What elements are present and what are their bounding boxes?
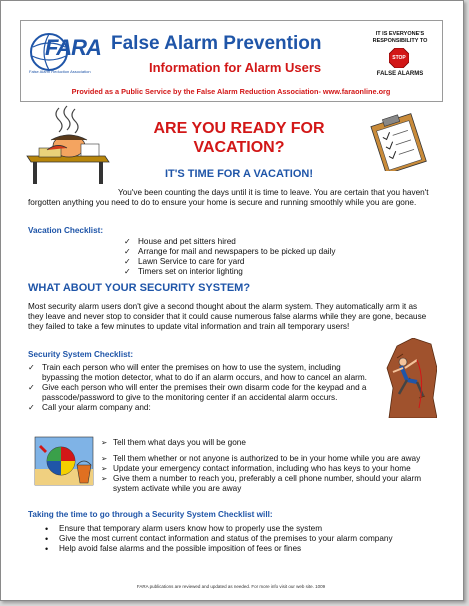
headline-line1: ARE YOU READY FOR <box>153 120 325 137</box>
beach-toys-clipart <box>33 435 95 487</box>
page-subtitle: Information for Alarm Users <box>149 60 322 75</box>
logo-subtext: False Alarm Reduction Association <box>29 69 91 74</box>
footer-note: FARA publications are reviewed and updated as needed. For more info visit our web site. 1009 <box>136 584 326 589</box>
list-item: • Ensure that temporary alarm users know how to properly use the system <box>41 524 441 534</box>
list-item: ✓ Give each person who will enter the premises their own disarm code for the keypad and a passcode/password to give to the monitoring center if an accidental alarm occurs. <box>28 383 373 403</box>
security-paragraph: Most security alarm users don't give a second thought about the alarm system. They automatically arm it as they leave and never stop to consider that it could cause numerous false alarms while they are gone, because they failed to take a few minutes to update vital information and train all temporary users! <box>28 302 427 331</box>
list-item: ➢ Tell them what days you will be gone <box>101 438 437 448</box>
list-item: ✓ Lawn Service to care for yard <box>124 257 424 267</box>
stop-sign-icon <box>389 48 409 68</box>
clipboard-icon <box>363 113 433 171</box>
tired-person-clipart <box>21 104 111 186</box>
taking-time-heading: Taking the time to go through a Security System Checklist will: <box>28 510 273 519</box>
security-checklist-heading: Security System Checklist: <box>28 350 134 359</box>
list-item: ✓ Call your alarm company and: <box>28 403 373 413</box>
list-item: ➢ Tell them whether or not anyone is authorized to be in your home while you are away <box>101 454 437 464</box>
fara-logo <box>27 29 107 77</box>
headline-line2: VACATION? <box>193 139 285 156</box>
vacation-checklist <box>124 237 424 277</box>
page-title: False Alarm Prevention <box>111 33 322 54</box>
list-item: ✓ Arrange for mail and newspapers to be picked up daily <box>124 247 424 257</box>
list-item: • Help avoid false alarms and the possible imposition of fees or fines <box>41 544 441 554</box>
list-item: ✓ Train each person who will enter the premises on how to use the system, including bypassing the motion detector, what to do if an alarm occurs, and how to cancel an alarm. <box>28 363 373 383</box>
list-item: • Give the most current contact information and status of the premises to your alarm company <box>41 534 441 544</box>
provided-by-line: Provided as a Public Service by the False Alarm Reduction Association- www.faraonline.org <box>71 87 391 96</box>
intro-text: You've been counting the days until it is time to leave. You are certain that you haven't forgotten anything you need to do to ensure your home is secure and running smoothly while you are gone. <box>28 188 429 207</box>
clipboard-clipart <box>363 113 433 171</box>
tired-person-icon <box>21 104 111 186</box>
intro-paragraph <box>28 188 438 208</box>
list-item: ➢ Give them a number to reach you, preferably a cell phone number, should your alarm system activate while you are away <box>101 474 437 494</box>
list-item: ✓ Timers set on interior lighting <box>124 267 424 277</box>
taking-time-list <box>41 524 441 554</box>
list-item: ✓ House and pet sitters hired <box>124 237 424 247</box>
vacation-time-heading: IT'S TIME FOR A VACATION! <box>164 168 314 180</box>
security-heading: WHAT ABOUT YOUR SECURITY SYSTEM? <box>28 282 251 294</box>
false-alarms-text: FALSE ALARMS <box>376 71 424 77</box>
security-checklist <box>28 363 373 413</box>
responsibility-text: IT IS EVERYONE'S RESPONSIBILITY TO <box>372 31 428 44</box>
vacation-checklist-heading: Vacation Checklist: <box>28 226 104 235</box>
beach-ball-icon <box>33 435 95 487</box>
logo-text: FARA <box>45 35 101 60</box>
stop-sign-label: STOP <box>392 55 406 61</box>
alarm-company-subitems <box>101 438 437 494</box>
list-item: ➢ Update your emergency contact information, including who has keys to your home <box>101 464 437 474</box>
rock-climber-icon <box>379 338 437 418</box>
rock-climber-clipart <box>379 338 437 418</box>
